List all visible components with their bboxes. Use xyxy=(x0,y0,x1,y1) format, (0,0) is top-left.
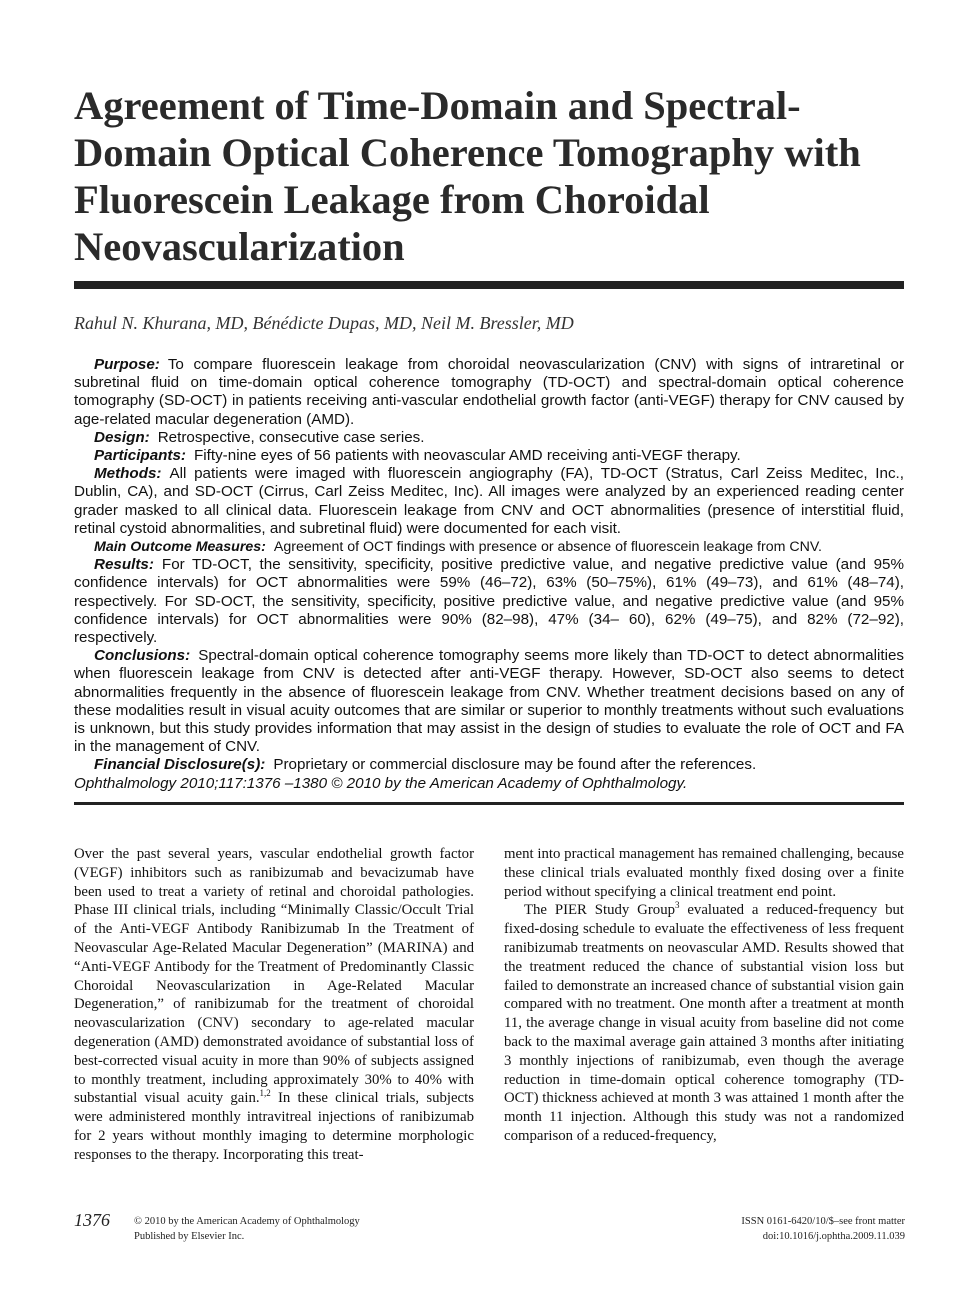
abstract-disclosure xyxy=(74,756,904,774)
abstract xyxy=(74,356,904,793)
abstract-outcome xyxy=(74,538,904,556)
body-column-right xyxy=(504,845,904,1146)
body-paragraph: ment into practical management has remained challenging, because these clinical trials evaluated monthly fixed dosing over a finite period without specifying a clinical treatment end point. xyxy=(504,846,904,900)
footer-left xyxy=(134,1214,360,1244)
body-text: The PIER Study Group xyxy=(524,902,675,919)
doi-line: doi:10.1016/j.ophtha.2009.11.039 xyxy=(762,1231,905,1242)
design-label: Design: xyxy=(94,428,150,446)
abstract-purpose xyxy=(74,356,904,429)
outcome-text: Agreement of OCT findings with presence or absence of fluorescein leakage from CNV. xyxy=(273,539,822,556)
body-text: In these clinical trials, subjects were administered monthly intravitreal injections of ranibizumab for 2 years without monthly imaging to determine morphologic responses to the therapy. Incorporating this treat- xyxy=(74,1090,474,1163)
abstract-methods xyxy=(74,465,904,538)
footer-right xyxy=(741,1214,905,1244)
title-divider xyxy=(74,281,904,289)
disclosure-text: Proprietary or commercial disclosure may be found after the references. xyxy=(273,756,757,774)
page-number: 1376 xyxy=(74,1210,110,1230)
results-text: For TD-OCT, the sensitivity, specificity, positive predictive value, and negative predictive value (and 95% confidence intervals) for OCT abnormalities were 59% (46–72), 63% (50–75%), 61% (49–73), and 61% (48–74), respectively. For SD-OCT, the sensitivity, specificity, positive predictive value, and negative predictive value (and 95% confidence intervals) for OCT abnormalities were 90% (82–98), 47% (34– 60), 62% (49–75), and 82% (72–92), respectively. xyxy=(74,556,904,647)
conclusions-text: Spectral-domain optical coherence tomography seems more likely than TD-OCT to detect abnormalities when fluorescein leakage from CNV is detected after anti-VEGF therapy. However, SD-OCT also seems to detect abnormalities frequently in the absence of fluorescein leakage from CNV. Whether treatment decisions based on any of these modalities result in visual acuity outcomes that are similar or superior to monthly treatments without such evaluations is unknown, but this study provides information that may assist in the design of studies to evaluate the role of OCT and FA in the management of CNV. xyxy=(74,647,904,756)
methods-text: All patients were imaged with fluorescein angiography (FA), TD-OCT (Stratus, Carl Zeiss Meditec, Inc., Dublin, CA), and SD-OCT (Cirrus, Carl Zeiss Meditec, Inc). All images were analyzed by an experienced reading center grader masked to all clinical data. Fluorescein leakage from CNV and OCT abnormalities (presence of interstitial fluid, retinal cystoid abnormalities, and subretinal fluid) were documented for each visit. xyxy=(74,465,904,537)
design-text: Retrospective, consecutive case series. xyxy=(157,428,425,446)
issn-line: ISSN 0161-6420/10/$–see front matter xyxy=(741,1216,905,1227)
results-label: Results: xyxy=(94,556,154,574)
copyright-line: © 2010 by the American Academy of Ophthalmology xyxy=(134,1216,360,1227)
participants-label: Participants: xyxy=(94,447,186,465)
abstract-results xyxy=(74,556,904,647)
abstract-design xyxy=(74,429,904,447)
journal-citation: Ophthalmology 2010;117:1376 –1380 © 2010 by the American Academy of Ophthalmology. xyxy=(74,774,688,792)
body-text: evaluated a reduced-frequency but fixed-dosing schedule to evaluate the effectiveness of less frequent ranibizumab treatments on neovascular AMD. Results showed that the treatment reduced the chance of substantial vision loss but failed to demonstrate an increased chance of substantial vision gain compared with no treatment. One month after a treatment at month 11, the average change in visual acuity from baseline did not come back to the maximal average gain attained 3 months after initiating 3 monthly injections of ranibizumab, even though the average reduction in time-domain optical coherence tomography (TD-OCT) thickness achieved at month 3 was attained 1 month after the month 11 injection. Although this study was not a randomized comparison of a reduced-frequency, xyxy=(504,902,904,1144)
publisher-line: Published by Elsevier Inc. xyxy=(134,1231,245,1242)
reference-superscript: 1,2 xyxy=(259,1088,271,1099)
abstract-conclusions xyxy=(74,647,904,756)
body-paragraph xyxy=(74,845,474,1165)
article-title: Agreement of Time-Domain and Spectral-Domain Optical Coherence Tomography with Fluorescein Leakage from Choroidal Neovascularization xyxy=(74,83,861,269)
purpose-label: Purpose: xyxy=(94,356,160,373)
author-list: Rahul N. Khurana, MD, Bénédicte Dupas, MD, Neil M. Bressler, MD xyxy=(74,313,574,333)
body-text: Over the past several years, vascular endothelial growth factor (VEGF) inhibitors such as ranibizumab and bevacizumab have been used to treat a variety of retinal and choroidal pathologies. Phase III clinical trials, including “Minimally Classic/Occult Trial of the Anti-VEGF Antibody Ranibizumab In the Treatment of Neovascular Age-Related Macular Degeneration” (MARINA) and “Anti-VEGF Antibody for the Treatment of Predominantly Classic Choroidal Neovascularization in Age-Related Macular Degeneration,” of ranibizumab for the treatment of choroidal neovascularization (CNV) secondary to age-related macular degeneration (AMD) demonstrated avoidance of substantial loss of best-corrected visual acuity in more than 90% of subjects assigned to monthly treatment, including approximately 30% to 40% with substantial visual acuity gain. xyxy=(74,846,474,1107)
conclusions-label: Conclusions: xyxy=(94,647,191,665)
body-column-left xyxy=(74,845,474,1165)
body-paragraph xyxy=(504,901,904,1145)
purpose-text: To compare fluorescein leakage from choroidal neovascularization (CNV) with signs of intraretinal or subretinal fluid on time-domain optical coherence tomography (TD-OCT) and spectral-domain optical coherence tomography (SD-OCT) in patients receiving anti-vascular endothelial growth factor (anti-VEGF) therapy for CNV caused by age-related macular degeneration (AMD). xyxy=(74,356,904,428)
reference-superscript: 3 xyxy=(675,900,680,911)
abstract-divider xyxy=(74,802,904,805)
disclosure-label: Financial Disclosure(s): xyxy=(94,756,266,774)
outcome-label: Main Outcome Measures: xyxy=(94,539,266,556)
participants-text: Fifty-nine eyes of 56 patients with neovascular AMD receiving anti-VEGF therapy. xyxy=(194,447,741,465)
methods-label: Methods: xyxy=(94,465,162,483)
abstract-participants xyxy=(74,447,904,465)
